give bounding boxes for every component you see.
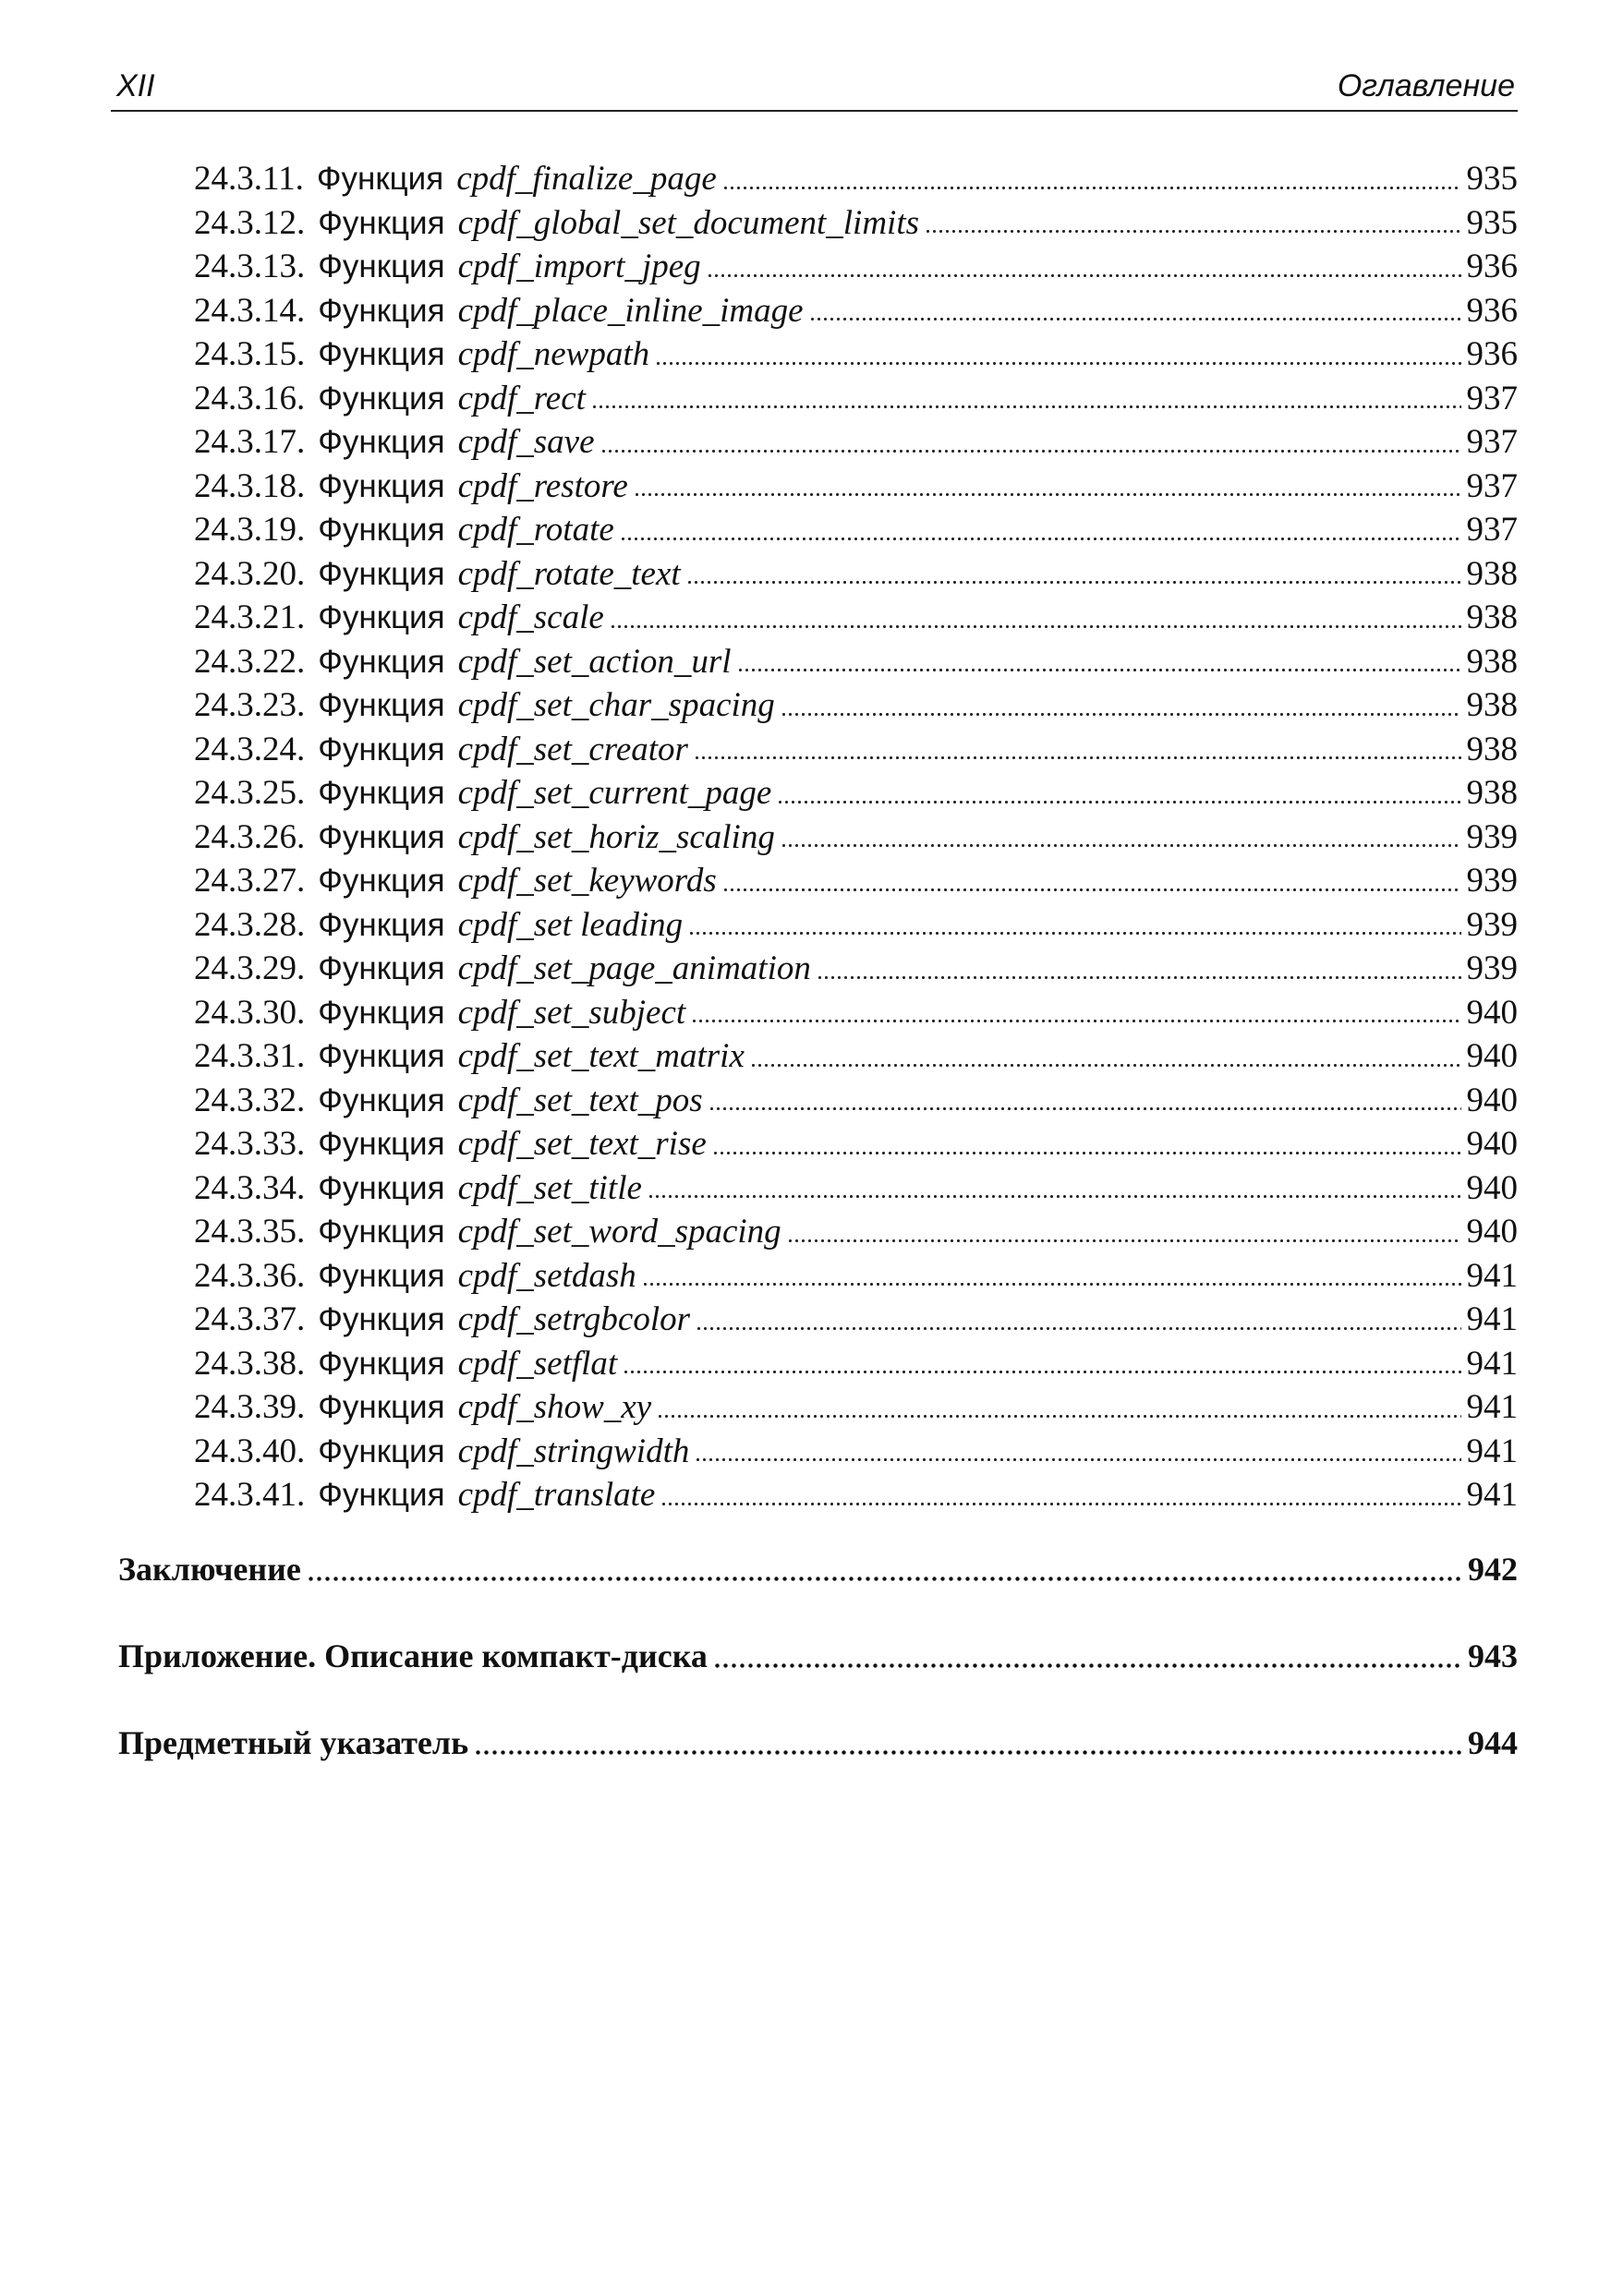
dot-leader — [600, 446, 1461, 455]
entry-word: Функция — [318, 512, 445, 548]
page-number-roman: XII — [116, 68, 155, 103]
function-name: cpdf_global_set_document_limits — [457, 203, 920, 242]
toc-entry[interactable] — [194, 729, 1518, 771]
running-title: Оглавление — [1337, 68, 1515, 103]
entry-number: 24.3.29. — [194, 949, 306, 987]
entry-number: 24.3.20. — [194, 554, 306, 593]
page-number: 936 — [1466, 335, 1518, 373]
page-number: 935 — [1466, 160, 1518, 198]
page-number: 937 — [1466, 379, 1518, 417]
dot-leader — [709, 1105, 1461, 1114]
dot-leader — [777, 797, 1460, 806]
entry-number: 24.3.16. — [194, 379, 306, 417]
entry-word: Функция — [318, 599, 445, 635]
page-number: 938 — [1466, 730, 1518, 768]
entry-number: 24.3.17. — [194, 423, 306, 461]
toc-main-entry[interactable] — [118, 1546, 1518, 1592]
page-number: 939 — [1466, 817, 1518, 856]
toc-entry[interactable] — [194, 509, 1518, 551]
page-number: 941 — [1466, 1432, 1518, 1470]
function-name: cpdf_setdash — [457, 1256, 636, 1295]
entry-word: Функция — [318, 950, 445, 986]
entry-word: Функция — [318, 1345, 445, 1382]
page-number: 936 — [1466, 291, 1518, 330]
entry-number: 24.3.33. — [194, 1125, 306, 1163]
function-name: cpdf_set_text_pos — [457, 1081, 703, 1119]
function-name: cpdf_place_inline_image — [457, 291, 804, 330]
function-name: cpdf_finalize_page — [456, 160, 717, 198]
function-name: cpdf_set_horiz_scaling — [457, 817, 775, 856]
toc-entry[interactable] — [194, 246, 1518, 288]
entry-word: Функция — [318, 555, 445, 592]
toc-entry[interactable] — [194, 378, 1518, 420]
entry-word: Функция — [318, 1257, 445, 1294]
entry-word: Функция — [318, 1214, 445, 1250]
toc-entry[interactable] — [194, 904, 1518, 947]
page-number: 940 — [1466, 1081, 1518, 1119]
entry-word: Функция — [318, 204, 445, 241]
page-number: 941 — [1466, 1256, 1518, 1295]
dot-leader — [694, 754, 1461, 763]
toc-entry[interactable] — [194, 948, 1518, 990]
function-name: cpdf_set_char_spacing — [457, 686, 775, 724]
toc-entry[interactable] — [194, 772, 1518, 815]
entry-number: 24.3.28. — [194, 905, 306, 944]
dot-leader — [634, 490, 1461, 500]
function-name: cpdf_set_text_matrix — [457, 1037, 745, 1075]
page-number: 941 — [1466, 1388, 1518, 1426]
toc-entry[interactable] — [194, 816, 1518, 859]
dot-leader — [809, 315, 1461, 324]
toc-entry[interactable] — [194, 1211, 1518, 1253]
toc-entry[interactable] — [194, 992, 1518, 1034]
function-name: cpdf_rotate — [457, 511, 614, 549]
entry-number: 24.3.37. — [194, 1300, 306, 1338]
entry-number: 24.3.41. — [194, 1476, 306, 1514]
dot-leader — [737, 666, 1461, 675]
section-title: Заключение — [118, 1551, 301, 1588]
toc-entry[interactable] — [194, 1080, 1518, 1122]
toc-entry[interactable] — [194, 860, 1518, 902]
section-title: Приложение. Описание компакт-диска — [118, 1637, 708, 1674]
toc-entry[interactable] — [194, 1343, 1518, 1385]
entry-number: 24.3.24. — [194, 730, 306, 768]
toc-entry[interactable] — [194, 641, 1518, 683]
entry-number: 24.3.12. — [194, 203, 306, 242]
function-name: cpdf_newpath — [457, 335, 650, 373]
entry-word: Функция — [318, 1126, 445, 1162]
toc-entry[interactable] — [194, 158, 1518, 200]
entry-number: 24.3.30. — [194, 993, 306, 1032]
entry-number: 24.3.32. — [194, 1081, 306, 1119]
entry-word: Функция — [318, 643, 445, 680]
toc-entry[interactable] — [194, 1123, 1518, 1166]
page-number: 944 — [1468, 1724, 1518, 1761]
dot-leader — [722, 183, 1461, 192]
entry-word: Функция — [318, 1082, 445, 1118]
dot-leader — [696, 1323, 1461, 1333]
page-number: 941 — [1466, 1344, 1518, 1383]
toc-entry[interactable] — [194, 1474, 1518, 1517]
dot-leader — [686, 578, 1461, 587]
page-number: 938 — [1466, 774, 1518, 812]
function-name: cpdf_setrgbcolor — [457, 1300, 690, 1338]
page-number: 940 — [1466, 993, 1518, 1032]
header-rule — [111, 110, 1518, 112]
page-number: 940 — [1466, 1125, 1518, 1163]
page-number: 939 — [1466, 862, 1518, 900]
page-number: 938 — [1466, 686, 1518, 724]
dot-leader — [620, 534, 1461, 543]
entry-number: 24.3.22. — [194, 642, 306, 681]
page-number: 938 — [1466, 598, 1518, 636]
toc-entry[interactable] — [194, 290, 1518, 332]
dot-leader — [781, 841, 1461, 851]
entry-number: 24.3.11. — [194, 160, 304, 198]
function-name: cpdf_set_creator — [457, 730, 688, 768]
entry-word: Функция — [318, 863, 445, 899]
entry-word: Функция — [318, 1301, 445, 1337]
function-name: cpdf_set_word_spacing — [457, 1213, 781, 1251]
entry-word: Функция — [318, 336, 445, 372]
toc-entry[interactable] — [194, 597, 1518, 639]
entry-number: 24.3.39. — [194, 1388, 306, 1426]
toc-entry[interactable] — [194, 684, 1518, 727]
page-number: 938 — [1466, 642, 1518, 681]
page-number: 941 — [1466, 1300, 1518, 1338]
page-header — [116, 68, 1515, 104]
function-name: cpdf_restore — [457, 466, 628, 505]
entry-number: 24.3.13. — [194, 248, 306, 285]
toc-main-entry[interactable] — [118, 1633, 1518, 1679]
page-number: 937 — [1466, 466, 1518, 505]
toc-entry[interactable] — [194, 333, 1518, 376]
entry-word: Функция — [318, 467, 445, 504]
page-number: 938 — [1466, 554, 1518, 593]
dot-leader — [925, 227, 1460, 236]
entry-number: 24.3.35. — [194, 1213, 306, 1251]
page-number: 937 — [1466, 423, 1518, 461]
function-name: cpdf_scale — [457, 598, 604, 636]
page-number: 943 — [1468, 1637, 1518, 1674]
dot-leader — [695, 1456, 1460, 1465]
entry-number: 24.3.36. — [194, 1256, 306, 1295]
page-number: 937 — [1466, 511, 1518, 549]
toc-entry[interactable] — [194, 202, 1518, 245]
function-name: cpdf_set_text_rise — [457, 1125, 707, 1163]
entry-number: 24.3.38. — [194, 1344, 306, 1383]
toc-main-entry[interactable] — [118, 1720, 1518, 1766]
toc-entry[interactable] — [194, 421, 1518, 464]
dot-leader — [474, 1747, 1462, 1757]
dot-leader — [750, 1060, 1461, 1069]
section-title: Предметный указатель — [118, 1724, 469, 1761]
entry-word: Функция — [318, 380, 445, 417]
entry-number: 24.3.40. — [194, 1432, 306, 1470]
page-number: 936 — [1466, 248, 1518, 285]
function-name: cpdf_translate — [457, 1476, 656, 1514]
entry-word: Функция — [318, 994, 445, 1031]
toc-entry[interactable] — [194, 1386, 1518, 1429]
dot-leader — [817, 973, 1461, 982]
entry-word: Функция — [318, 1038, 445, 1074]
dot-leader — [648, 1192, 1461, 1202]
toc-entry[interactable] — [194, 553, 1518, 596]
entry-word: Функция — [318, 1169, 445, 1206]
dot-leader — [787, 1236, 1461, 1245]
dot-leader — [660, 1499, 1460, 1508]
dot-leader — [610, 622, 1461, 631]
dot-leader — [591, 403, 1461, 412]
entry-number: 24.3.25. — [194, 774, 306, 812]
dot-leader — [623, 1368, 1460, 1377]
dot-leader — [713, 1661, 1462, 1670]
entry-word: Функция — [316, 161, 444, 197]
page-number: 940 — [1466, 1168, 1518, 1207]
entry-number: 24.3.14. — [194, 291, 306, 330]
function-name: cpdf_set leading — [457, 905, 684, 944]
dot-leader — [781, 709, 1461, 719]
dot-leader — [642, 1280, 1461, 1289]
entry-word: Функция — [318, 731, 445, 767]
dot-leader — [657, 1411, 1460, 1420]
dot-leader — [691, 1017, 1460, 1026]
entry-number: 24.3.27. — [194, 862, 306, 900]
entry-word: Функция — [318, 1477, 445, 1513]
page-number: 942 — [1468, 1551, 1518, 1588]
entry-number: 24.3.15. — [194, 335, 306, 373]
toc-entry[interactable] — [194, 465, 1518, 508]
page-number: 939 — [1466, 905, 1518, 944]
function-name: cpdf_stringwidth — [457, 1432, 690, 1470]
page-number: 935 — [1466, 203, 1518, 242]
entry-word: Функция — [318, 292, 445, 329]
function-name: cpdf_show_xy — [457, 1388, 652, 1426]
dot-leader — [307, 1574, 1462, 1583]
function-name: cpdf_rect — [457, 379, 586, 417]
page-number: 940 — [1466, 1213, 1518, 1251]
page-number: 941 — [1466, 1476, 1518, 1514]
entry-word: Функция — [318, 906, 445, 943]
function-name: cpdf_set_page_animation — [457, 949, 811, 987]
dot-leader — [655, 358, 1460, 368]
entry-word: Функция — [318, 775, 445, 811]
entry-number: 24.3.31. — [194, 1037, 306, 1075]
function-name: cpdf_set_keywords — [457, 862, 717, 900]
function-name: cpdf_set_action_url — [457, 642, 732, 681]
toc-entry[interactable] — [194, 1299, 1518, 1341]
toc-entry[interactable] — [194, 1167, 1518, 1210]
dot-leader — [722, 885, 1461, 894]
function-name: cpdf_import_jpeg — [457, 248, 701, 285]
entry-number: 24.3.34. — [194, 1168, 306, 1207]
dot-leader — [712, 1148, 1461, 1157]
entry-word: Функция — [318, 1389, 445, 1425]
entry-word: Функция — [318, 424, 445, 460]
toc-entry[interactable] — [194, 1431, 1518, 1473]
function-name: cpdf_set_subject — [457, 993, 686, 1032]
function-name: cpdf_save — [457, 423, 595, 461]
entry-word: Функция — [318, 687, 445, 723]
entry-word: Функция — [318, 818, 445, 855]
toc-entry[interactable] — [194, 1035, 1518, 1078]
toc-entry[interactable] — [194, 1255, 1518, 1298]
function-name: cpdf_setflat — [457, 1344, 618, 1383]
entry-word: Функция — [318, 1432, 445, 1469]
function-name: cpdf_rotate_text — [457, 554, 681, 593]
dot-leader — [688, 929, 1460, 938]
entry-number: 24.3.19. — [194, 511, 306, 549]
entry-number: 24.3.21. — [194, 598, 306, 636]
entry-number: 24.3.18. — [194, 466, 306, 505]
dot-leader — [707, 271, 1461, 280]
function-name: cpdf_set_current_page — [457, 774, 772, 812]
function-name: cpdf_set_title — [457, 1168, 642, 1207]
page-number: 939 — [1466, 949, 1518, 987]
entry-number: 24.3.23. — [194, 686, 306, 724]
entry-word: Функция — [318, 248, 445, 284]
page-number: 940 — [1466, 1037, 1518, 1075]
entry-number: 24.3.26. — [194, 817, 306, 856]
